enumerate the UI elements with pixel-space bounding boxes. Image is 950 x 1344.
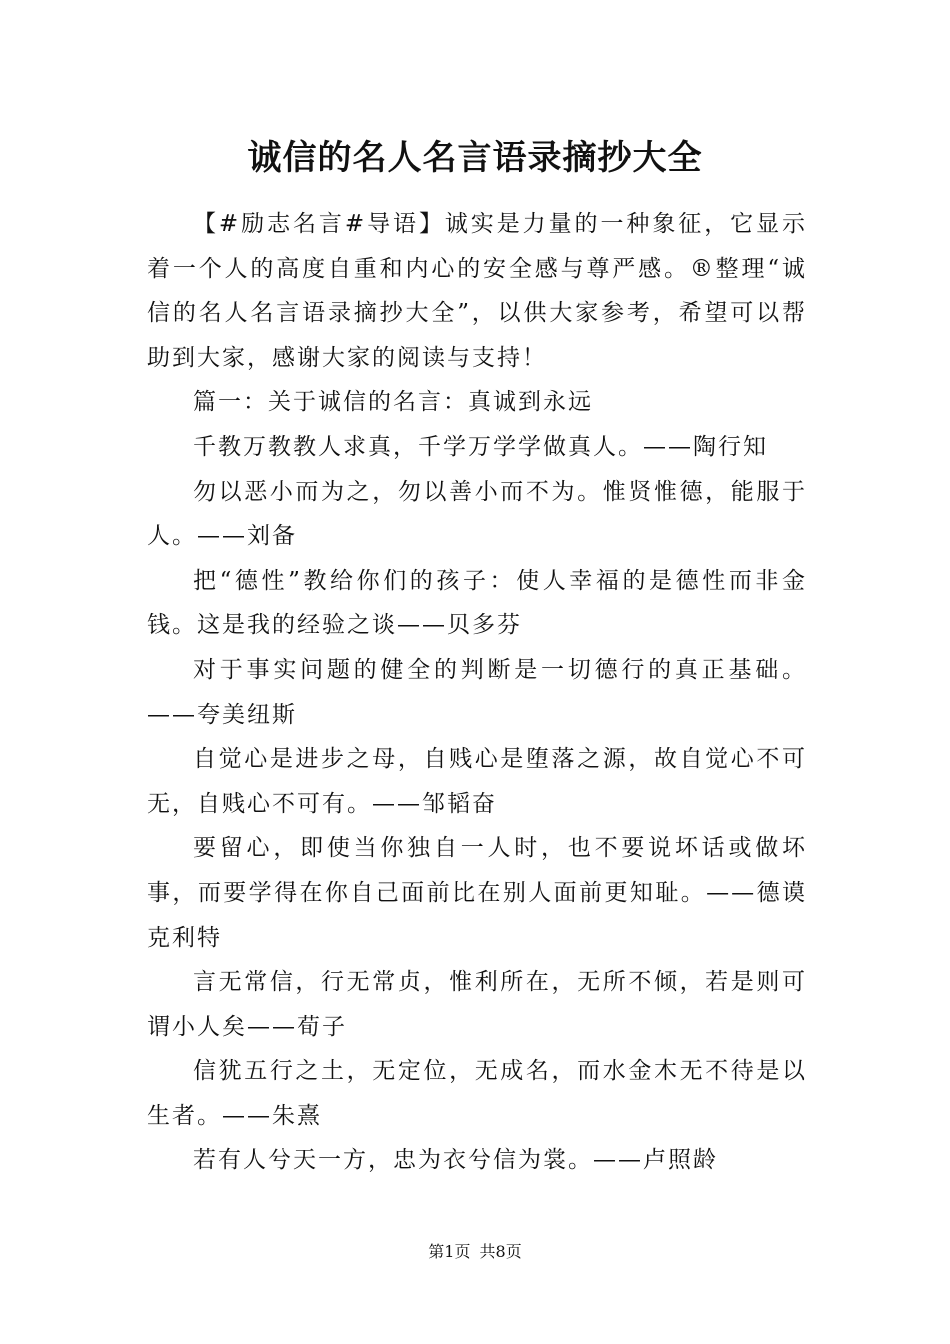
page-total: 共8页 [479,1242,522,1261]
quote-paragraph: 自觉心是进步之母，自贱心是堕落之源，故自觉心不可无，自贱心不可有。——邹韬奋 [147,746,807,817]
quote-paragraph: 勿以恶小而为之，勿以善小而不为。惟贤惟德，能服于人。——刘备 [147,478,807,550]
document-title: 诚信的名人名言语录摘抄大全 [247,138,703,178]
quote-paragraph: 要留心，即使当你独自一人时，也不要说坏话或做坏事，而要学得在你自己面前比在别人面前更知耻。——德谟克利特 [147,835,807,951]
quote-paragraph: 千教万教教人求真，千学万学学做真人。——陶行知 [193,433,768,460]
quote-paragraph: 言无常信，行无常贞，惟利所在，无所不倾，若是则可谓小人矣——荀子 [147,969,807,1040]
quote-paragraph: 把“德性”教给你们的孩子：使人幸福的是德性而非金钱。这是我的经验之谈——贝多芬 [147,567,807,639]
quote-paragraph: 信犹五行之土，无定位，无成名，而水金木无不待是以生者。——朱熹 [147,1058,807,1129]
section-heading: 篇一：关于诚信的名言：真诚到永远 [193,389,593,416]
page-number: 第1页 [428,1242,471,1261]
document-body [147,202,807,1183]
page-footer [0,1240,950,1264]
quote-paragraph: 若有人兮天一方，忠为衣兮信为裳。——卢照龄 [193,1147,718,1174]
intro-paragraph: 【#励志名言#导语】诚实是力量的一种象征，它显示着一个人的高度自重和内心的安全感与尊严感。®整理“诚信的名人名言语录摘抄大全”，以供大家参考，希望可以帮助到大家，感谢大家的阅读与支持！ [147,211,807,371]
quote-paragraph: 对于事实问题的健全的判断是一切德行的真正基础。——夸美纽斯 [147,656,807,728]
